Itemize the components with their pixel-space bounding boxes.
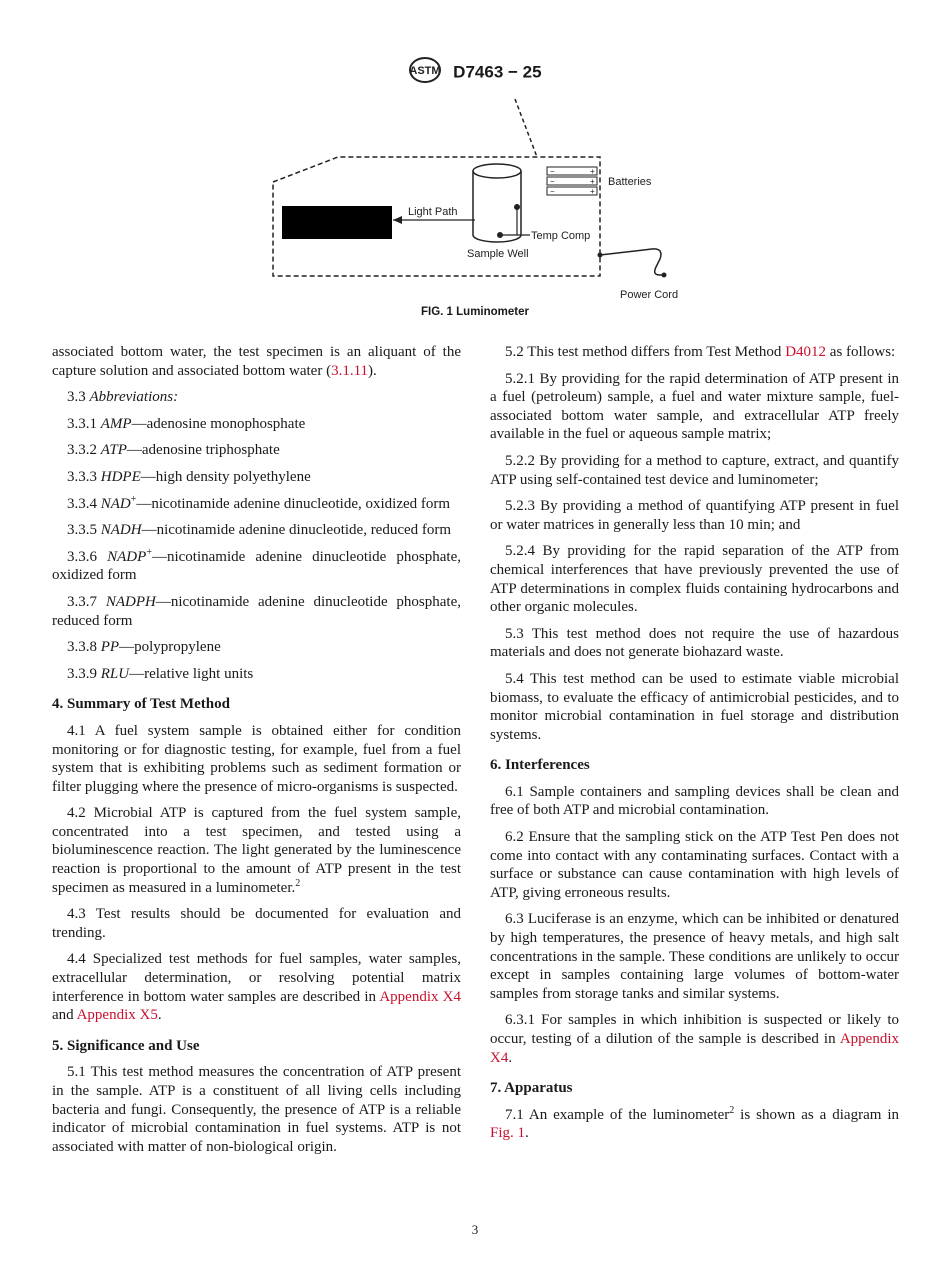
footnote-marker: 2 [295,877,301,889]
luminometer-diagram [260,95,690,305]
section-heading: 6. Interferences [490,757,590,774]
paragraph: 5.3 This test method does not require the use of hazardous materials and does not generate biohazard waste. [490,625,899,661]
document-designation: D7463 − 25 [453,62,542,82]
standard-link[interactable]: D4012 [785,344,827,360]
paragraph: 5.2.2 By providing for a method to capture, extract, and quantify ATP using self-contained test device and luminometer; [490,452,899,488]
sample-well-top [473,164,521,178]
sample-well-label: Sample Well [467,248,529,260]
svg-text:−: − [550,187,555,196]
right-column [490,343,899,1151]
paragraph: 5.2 This test method differs from Test Method D4012 as follows: [505,344,896,360]
abbreviations-heading: 3.3 Abbreviations: [67,389,179,406]
paragraph: 6.1 Sample containers and sampling devices shall be clean and free of both ATP and microbial contamination. [490,783,899,819]
svg-text:−: − [550,167,555,176]
section-heading: 5. Significance and Use [52,1037,200,1054]
page-header [0,55,950,90]
paragraph: associated bottom water, the test specimen is an aliquant of the capture solution and associated bottom water (3.1.11). [52,344,461,379]
paragraph: 6.2 Ensure that the sampling stick on the ATP Test Pen does not come into contact with any contaminating surfaces. Contact with a surface or substance can cause contamination with high levels of ATP, giving erroneous results. [490,829,899,901]
svg-text:+: + [590,177,595,186]
paragraph: 4.1 A fuel system sample is obtained either for condition monitoring or for diagnostic testing, for example, fuel from a fuel system that is exhibiting problems such as sediment formation or filter plugging where the presence of micro-organisms is suspected. [52,722,461,795]
power-cord-line [600,249,664,275]
light-path-label: Light Path [408,206,458,218]
appendix-link[interactable]: Appendix X4 [490,1031,899,1066]
svg-text:+: + [590,167,595,176]
temp-comp-sensor [514,204,520,210]
light-path-arrow [393,216,402,224]
svg-text:+: + [590,187,595,196]
abbreviation-item: 3.3.1 AMP—adenosine monophosphate [67,415,306,432]
paragraph: 5.2.1 By providing for the rapid determination of ATP present in a fuel (petroleum) sample, a fuel and water mixture sample, fuel-associated bottom water sample, and extracellular ATP freely available in the fuel or aqueous sample matrix; [490,370,899,443]
paragraph: 6.3.1 For samples in which inhibition is suspected or likely to occur, testing of a dilution of the sample is described in Appendix X4. [490,1012,899,1066]
page-number: 3 [471,1222,479,1237]
abbreviation-item: 3.3.5 NADH—nicotinamide adenine dinucleotide, reduced form [67,522,452,539]
paragraph: 7.1 An example of the luminometer$^2$ is shown as a diagram in Fig. 1. [490,1104,900,1142]
lid-dashed-line [515,99,537,157]
batteries-label: Batteries [608,176,652,188]
sample-well-body [473,171,521,242]
abbreviations-list [52,415,461,684]
abbreviation-item: 3.3.7 NADPH—nicotinamide adenine dinucleotide phosphate, reduced form [52,593,462,629]
paragraph: 5.2.3 By providing a method of quantifying ATP present in fuel or water matrices in generally less than 10 min; and [490,498,899,533]
abbreviation-item: 3.3.6 NADP+—nicotinamide adenine dinucleotide phosphate, oxidized form [52,546,462,584]
paragraph: 6.3 Luciferase is an enzyme, which can be inhibited or denatured by high temperatures, the presence of heavy metals, and high salt concentrations in the sample. These conditions are unlikely to occur except in samples containing large volumes of bottom-water samples from storage tanks and similar systems. [490,911,899,1002]
appendix-link[interactable]: Appendix X5 [76,1007,158,1024]
section-link[interactable]: 3.1.11 [331,362,369,379]
paragraph: 4.3 Test results should be documented for evaluation and trending. [52,906,461,941]
abbreviation-item: 3.3.2 ATP—adenosine triphosphate [67,442,280,459]
batteries-icon [547,167,597,196]
left-column [52,343,461,1164]
appendix-link[interactable]: Appendix X4 [379,988,461,1005]
paragraph: 5.1 This test method measures the concentration of ATP present in the sample. ATP is a constituent of all living cells including bacteria and fungi. Consequently, the presence of ATP is a reliable indicator of microbial contamination in fuel systems. ATP is not associated with matter of non-biological origin. [52,1064,461,1155]
detector-block [282,206,392,239]
paragraph: 4.4 Specialized test methods for fuel samples, water samples, extracellular determination, or resolving potential matrix interference in bottom water samples are described in Appendix X4 and Appendix X5. [52,951,461,1024]
paragraph: 5.4 This test method can be used to estimate viable microbial biomass, to evaluate the efficacy of antimicrobial pesticides, and to monitor microbial contamination in fuel storage and distribution systems. [490,670,899,743]
abbreviation-item: 3.3.3 HDPE—high density polyethylene [67,468,311,485]
section-heading: 7. Apparatus [490,1080,573,1097]
abbreviation-item: 3.3.9 RLU—relative light units [67,665,254,682]
section-heading: 4. Summary of Test Method [52,696,230,713]
paragraph: 5.2.4 By providing for the rapid separation of the ATP from chemical interferences that have previously prevented the use of ATP determinations in complex fluids containing hydrocarbons and other organic molecules. [490,543,899,616]
abbreviation-item: 3.3.4 NAD+—nicotinamide adenine dinucleotide, oxidized form [67,493,451,512]
figure-caption: FIG. 1 Luminometer [421,306,529,318]
abbreviation-item: 3.3.8 PP—polypropylene [67,639,221,656]
footnote-marker: 2 [729,1104,735,1116]
paragraph: 4.2 Microbial ATP is captured from the fuel system sample, concentrated into a test specimen, and tested using a bioluminescence reaction. The light generated by the luminescence reaction is proportional to the amount of ATP present in the test specimen as measured in a luminometer.$^2$ [52,805,461,896]
svg-text:−: − [550,177,555,186]
figure-link[interactable]: Fig. 1 [490,1125,526,1142]
temp-comp-label: Temp Comp [531,230,591,242]
svg-text:ASTM: ASTM [409,65,442,77]
astm-logo [408,55,442,90]
power-cord-label: Power Cord [620,289,679,301]
